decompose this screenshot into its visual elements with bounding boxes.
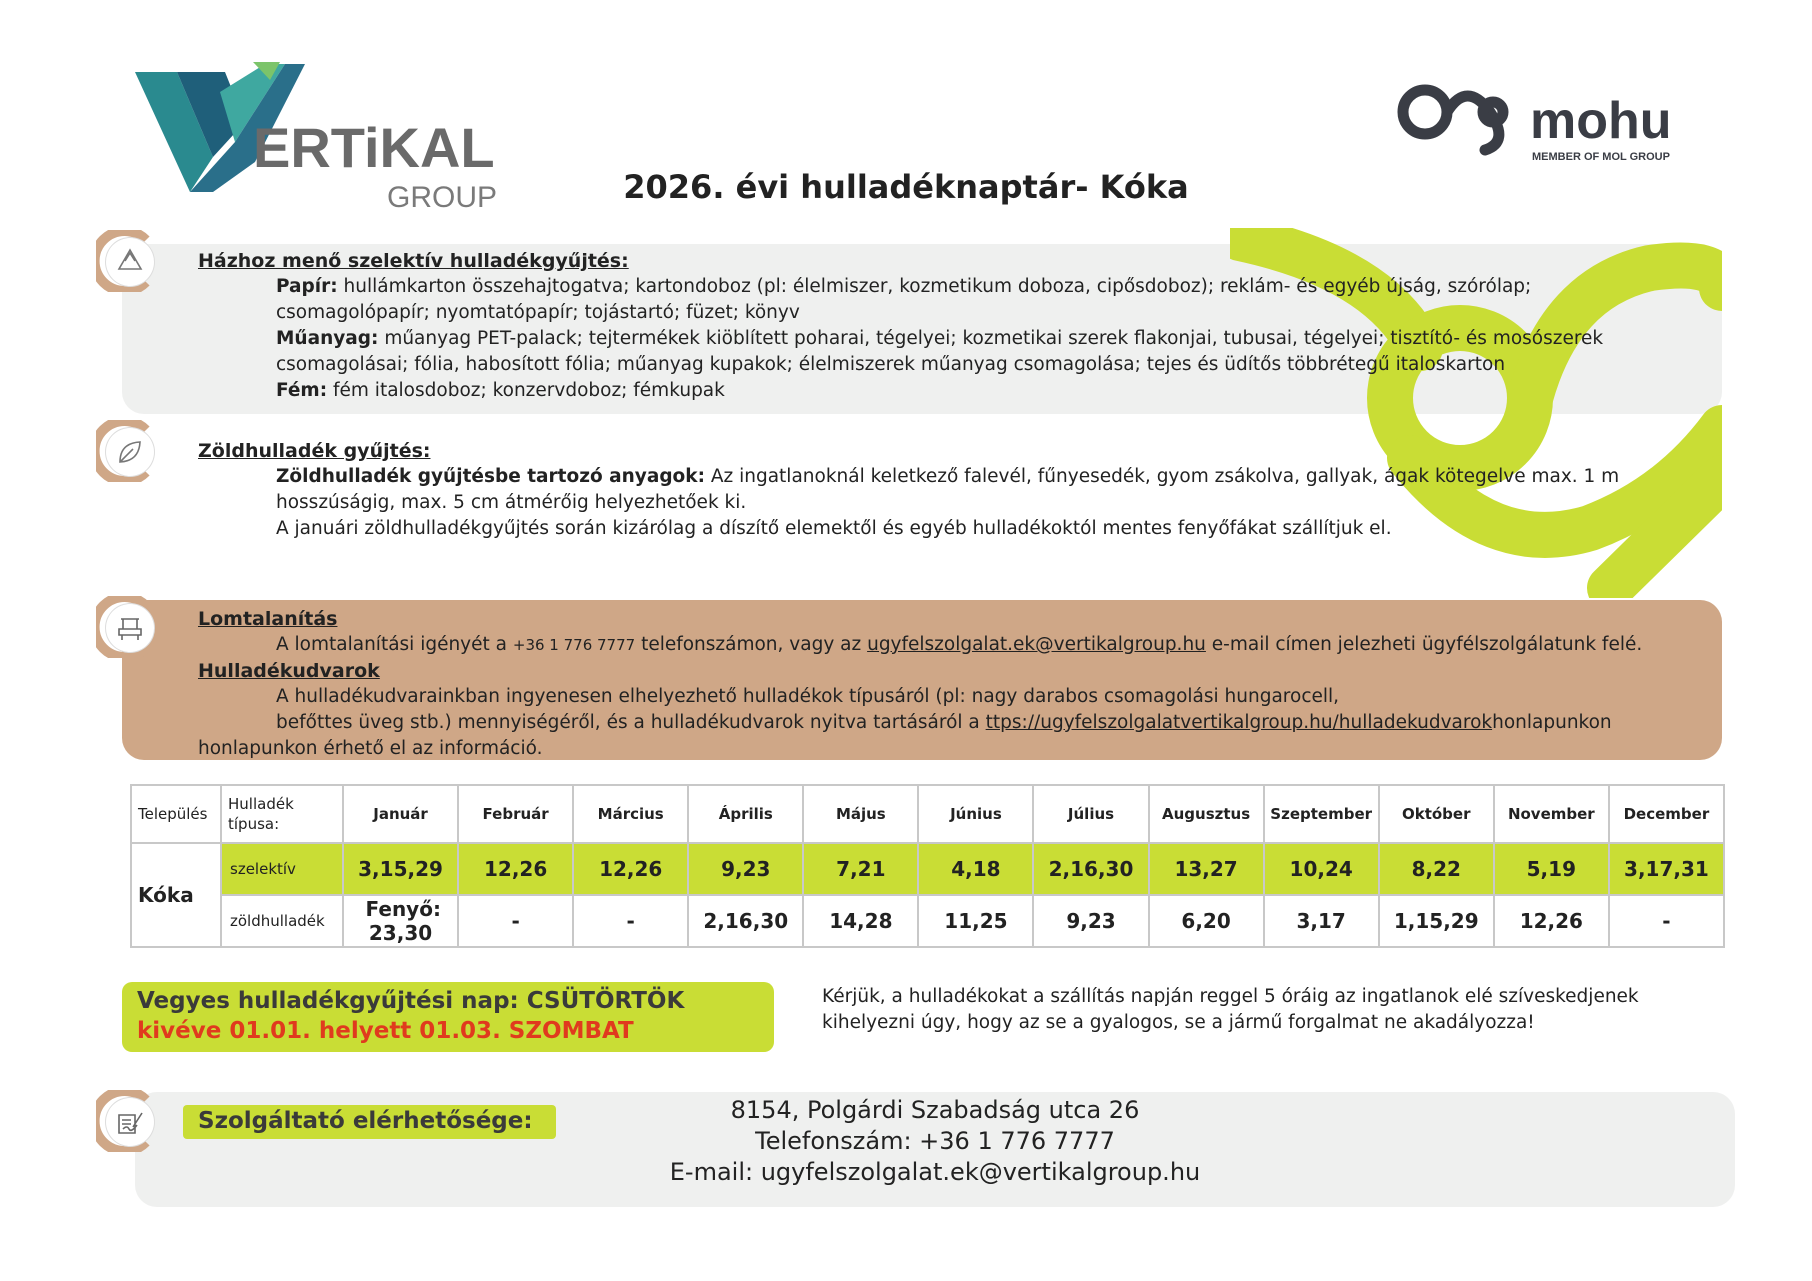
green-line-2: hosszúságig, max. 5 cm átmérőig helyezhetőek ki. [276, 492, 747, 513]
bulky-text-pre: A lomtalanítási igényét a [276, 634, 513, 655]
date-cell: 6,20 [1149, 895, 1264, 947]
date-cell: 5,19 [1494, 843, 1609, 895]
date-cell: 12,26 [1494, 895, 1609, 947]
svg-text:ERTiKAL: ERTiKAL [253, 116, 495, 179]
date-cell: 9,23 [1033, 895, 1148, 947]
month-header: Március [573, 785, 688, 843]
svg-text:GROUP: GROUP [387, 181, 498, 212]
bulky-text-mid: telefonszámon, vagy az [635, 634, 868, 655]
green-text-1: Az ingatlanoknál keletkező falevél, fűnyesedék, gyom zsákolva, gallyak, ágak kötegelve max. 1 m [710, 466, 1620, 487]
date-cell: 14,28 [803, 895, 918, 947]
date-cell [343, 895, 458, 947]
svg-text:MEMBER OF MOL GROUP: MEMBER OF MOL GROUP [1532, 151, 1670, 163]
date-cell: 3,15,29 [343, 843, 458, 895]
contact-address: 8154, Polgárdi Szabadság utca 26 [730, 1096, 1140, 1124]
mixed-waste-exception: kivéve 01.01. helyett 01.03. SZOMBAT [137, 1018, 634, 1044]
leaf-icon [115, 437, 145, 467]
month-header: November [1494, 785, 1609, 843]
month-header: Május [803, 785, 918, 843]
recycle-icon [115, 247, 145, 277]
green-label: Zöldhulladék gyűjtésbe tartozó anyagok: [276, 466, 705, 487]
date-cell: - [458, 895, 573, 947]
bulky-line [276, 632, 1642, 658]
paper-line-1 [276, 274, 1531, 300]
mohu-logo-icon [1395, 80, 1725, 170]
col-town-header: Település [131, 785, 221, 843]
bulky-text-post: e-mail címen jelezheti ügyfélszolgálatunk felé. [1205, 634, 1643, 655]
date-cell: 3,17,31 [1609, 843, 1724, 895]
plastic-label: Műanyag: [276, 328, 379, 349]
metal-label: Fém: [276, 380, 328, 401]
svg-text:mohu: mohu [1530, 92, 1672, 150]
date-cell: 13,27 [1149, 843, 1264, 895]
green-heading: Zöldhulladék gyűjtés: [198, 440, 431, 462]
selective-heading: Házhoz menő szelektív hulladékgyűjtés: [198, 250, 629, 272]
date-cell: 11,25 [918, 895, 1033, 947]
month-header: Január [343, 785, 458, 843]
schedule-table [130, 784, 1725, 948]
yards-line-3: honlapunkon érhető el az információ. [198, 738, 543, 759]
yards-line-1: A hulladékudvarainkban ingyenesen elhelyezhető hulladékok típusáról (pl: nagy darabos csomagolási hungarocell, [276, 686, 1340, 707]
plastic-text-1: műanyag PET-palack; tejtermékek kiöblített poharai, tégelyei; kozmetikai szerek flakonjai, tubusai, tégelyei; tisztító- és mosószerek [384, 328, 1604, 349]
paper-text-1: hullámkarton összehajtogatva; kartondoboz (pl: élelmiszer, kozmetikum doboza, cipősdoboz); reklám- és egyéb újság, szórólap; [343, 276, 1532, 297]
yards-heading: Hulladékudvarok [198, 660, 380, 682]
date-cell: 12,26 [573, 843, 688, 895]
metal-text: fém italosdoboz; konzervdoboz; fémkupak [333, 380, 725, 401]
bulky-heading: Lomtalanítás [198, 608, 338, 630]
type-cell: zöldhulladék [221, 895, 343, 947]
town-cell: Kóka [131, 843, 221, 947]
paper-label: Papír: [276, 276, 338, 297]
month-header: Június [918, 785, 1033, 843]
month-header: Július [1033, 785, 1148, 843]
month-header: Február [458, 785, 573, 843]
armchair-icon [115, 613, 145, 643]
date-cell: 2,16,30 [688, 895, 803, 947]
bulky-phone: +36 1 776 7777 [512, 636, 636, 654]
mixed-waste-day: Vegyes hulladékgyűjtési nap: CSÜTÖRTÖK [137, 988, 685, 1014]
month-header: Április [688, 785, 803, 843]
table-row-selective [131, 843, 1724, 895]
date-cell: 4,18 [918, 843, 1033, 895]
date-cell: 12,26 [458, 843, 573, 895]
selective-section-icon [96, 230, 158, 292]
bulky-section-icon [96, 596, 158, 658]
date-cell: - [1609, 895, 1724, 947]
notice-line-2: kihelyezni úgy, hogy az se a gyalogos, se a jármű forgalmat ne akadályozza! [822, 1012, 1535, 1033]
contact-email: E-mail: ugyfelszolgalat.ek@vertikalgroup.hu [669, 1158, 1201, 1186]
yards-link[interactable]: ttps://ugyfelszolgalatvertikalgroup.hu/hulladekudvarok [985, 712, 1493, 733]
date-cell: 9,23 [688, 843, 803, 895]
green-line-3: A januári zöldhulladékgyűjtés során kizárólag a díszítő elemektől és egyéb hulladékoktól mentes fenyőfákat szállítjuk el. [276, 518, 1392, 539]
green-line-1 [276, 464, 1619, 490]
metal-line [276, 378, 725, 404]
notice-line-1: Kérjük, a hulladékokat a szállítás napján reggel 5 óráig az ingatlanok elé szíveskedjenek [822, 986, 1639, 1007]
type-cell: szelektív [221, 843, 343, 895]
yards-line-2 [276, 710, 1612, 736]
month-header: Október [1379, 785, 1494, 843]
date-cell: 1,15,29 [1379, 895, 1494, 947]
date-cell: - [573, 895, 688, 947]
date-cell: 3,17 [1264, 895, 1379, 947]
table-header-row [131, 785, 1724, 843]
date-cell-text: Fenyő: 23,30 [365, 897, 441, 945]
month-header: Szeptember [1264, 785, 1379, 843]
page-title: 2026. évi hulladéknaptár- Kóka [623, 168, 1189, 206]
bulky-email-link[interactable]: ugyfelszolgalat.ek@vertikalgroup.hu [867, 634, 1206, 655]
date-cell: 10,24 [1264, 843, 1379, 895]
contact-phone: Telefonszám: +36 1 776 7777 [755, 1127, 1115, 1155]
month-header: Augusztus [1149, 785, 1264, 843]
date-cell: 7,21 [803, 843, 918, 895]
date-cell: 8,22 [1379, 843, 1494, 895]
paper-line-2: csomagolópapír; nyomtatópapír; tojástartó; füzet; könyv [276, 302, 800, 323]
contact-label: Szolgáltató elérhetősége: [198, 1108, 533, 1134]
table-row-green [131, 895, 1724, 947]
yards-text-2-post: honlapunkon [1492, 712, 1612, 733]
month-header: December [1609, 785, 1724, 843]
plastic-line-1 [276, 326, 1603, 352]
col-type-header: Hulladék típusa: [221, 785, 343, 843]
yards-text-2-pre: befőttes üveg stb.) mennyiségéről, és a hulladékudvarok nyitva tartásáról a [276, 712, 986, 733]
green-section-icon [96, 420, 158, 482]
date-cell: 2,16,30 [1033, 843, 1148, 895]
plastic-line-2: csomagolásai; fólia, habosított fólia; műanyag kupakok; élelmiszerek műanyag csomagolása; tejes és üdítős többrétegű italoskarton [276, 354, 1506, 375]
mohu-logo [1395, 80, 1725, 170]
